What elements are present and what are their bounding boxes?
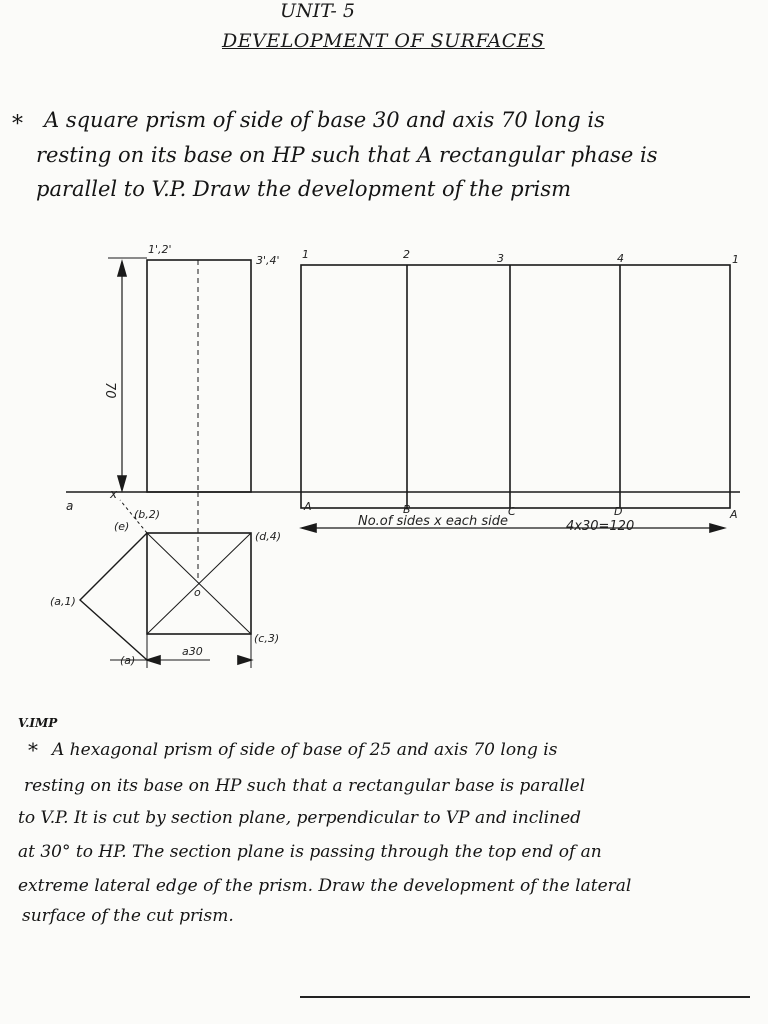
question1-bullet: * bbox=[12, 112, 23, 137]
dim-height-label: 70 bbox=[102, 382, 117, 399]
dev-bottom-d: D bbox=[614, 505, 623, 518]
dev-top-1: 1 bbox=[302, 248, 309, 261]
development-rect bbox=[301, 265, 730, 508]
importance-tag: V.IMP bbox=[18, 716, 58, 730]
question1-line-2: resting on its base on HP such that A rectangular phase is bbox=[36, 143, 658, 167]
label-e: (e) bbox=[114, 520, 130, 533]
dev-top-1-end: 1 bbox=[732, 253, 739, 266]
dim-arrow-right bbox=[710, 524, 724, 532]
question2-line-6: surface of the cut prism. bbox=[22, 906, 234, 926]
label-a1: (a,1) bbox=[50, 595, 76, 608]
question2-line-4: at 30° to HP. The section plane is passing through the top end of an bbox=[18, 842, 602, 862]
question2-line-2: resting on its base on HP such that a rectangular base is parallel bbox=[24, 776, 586, 796]
dim-base-arrow-right bbox=[238, 656, 251, 664]
footer-rule bbox=[300, 996, 750, 998]
dim-arrow-up bbox=[118, 262, 126, 276]
question1-line-1: A square prism of side of base 30 and axis 70 long is bbox=[44, 108, 605, 132]
label-x: x bbox=[110, 487, 118, 501]
dev-top-2: 2 bbox=[403, 248, 410, 261]
unit-title: UNIT- 5 bbox=[280, 0, 355, 22]
dev-bottom-b: B bbox=[403, 503, 411, 516]
question2-line-3: to V.P. It is cut by section plane, perpendicular to VP and inclined bbox=[18, 808, 582, 828]
chapter-title: DEVELOPMENT OF SURFACES bbox=[222, 30, 545, 52]
label-o: o bbox=[194, 586, 201, 599]
front-view-rect bbox=[147, 260, 251, 492]
dev-bottom-c: C bbox=[508, 505, 516, 518]
question1-line-3: parallel to V.P. Draw the development of the prism bbox=[36, 177, 572, 201]
label-b2: (b,2) bbox=[134, 508, 161, 521]
question2-bullet: * bbox=[28, 738, 38, 762]
dev-bottom-a: A bbox=[304, 500, 312, 513]
label-d4: (d,4) bbox=[255, 530, 282, 543]
dim-arrow-down bbox=[118, 476, 126, 490]
rotated-square-edges bbox=[80, 533, 147, 660]
dev-length-calc: 4x30=120 bbox=[566, 519, 635, 534]
label-a: a bbox=[66, 499, 74, 513]
dim-base-label: a30 bbox=[182, 645, 203, 658]
question2-line-5: extreme lateral edge of the prism. Draw the development of the lateral bbox=[18, 876, 632, 896]
label-c3: (c,3) bbox=[254, 632, 280, 645]
dim-base-arrow-left bbox=[147, 656, 160, 664]
label-a-low: (a) bbox=[120, 654, 136, 667]
label-1-2: 1',2' bbox=[148, 243, 172, 256]
question2-line-1: A hexagonal prism of side of base of 25 and axis 70 long is bbox=[52, 740, 558, 760]
dev-top-3: 3 bbox=[497, 252, 504, 265]
dim-arrow-left bbox=[302, 524, 316, 532]
dev-length-note: No.of sides x each side bbox=[358, 514, 508, 529]
dev-top-4: 4 bbox=[617, 252, 624, 265]
dev-bottom-a-end: A bbox=[730, 508, 738, 521]
label-3-4: 3',4' bbox=[256, 254, 280, 267]
